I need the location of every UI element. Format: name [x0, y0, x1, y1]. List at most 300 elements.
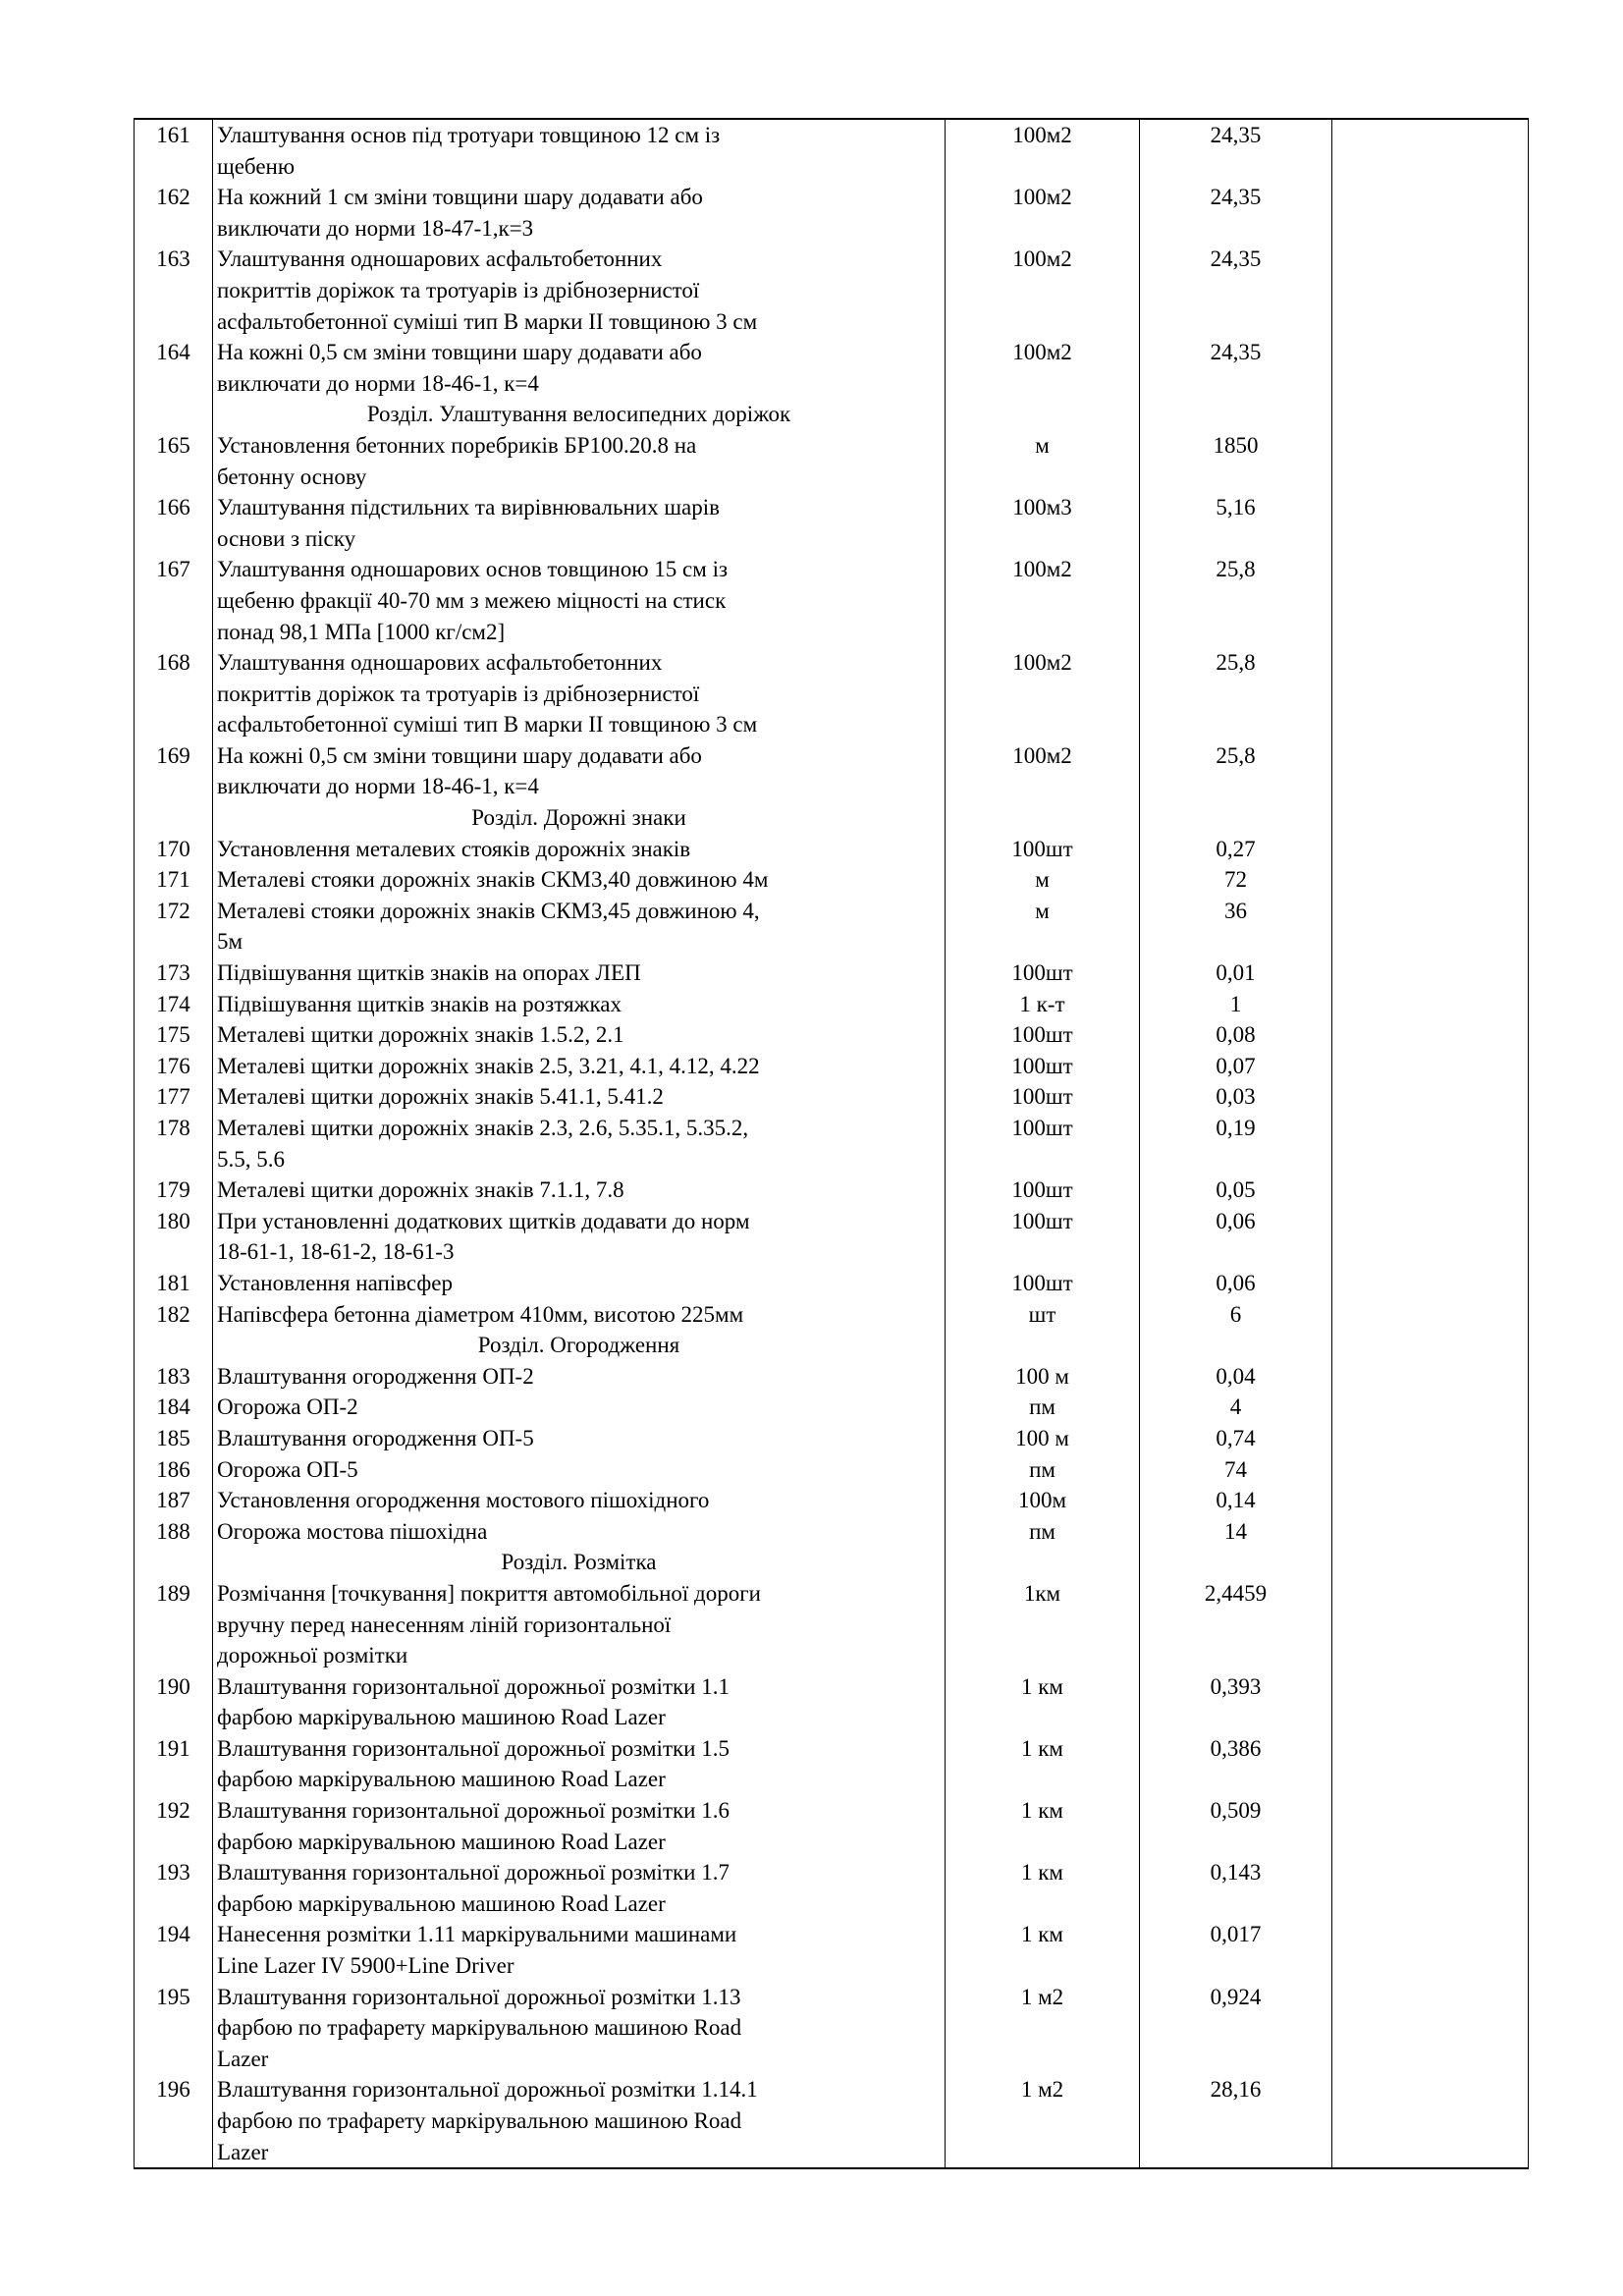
section-row: [135, 1547, 1529, 1578]
description-line: Влаштування горизонтальної дорожньої розмітки 1.14.1: [217, 2077, 758, 2103]
work-description: [213, 834, 946, 865]
work-description: [213, 989, 946, 1020]
table-row: [135, 1671, 1529, 1733]
description-line: Металеві щитки дорожніх знаків 2.3, 2.6, 5.35.1, 5.35.2,: [217, 1116, 749, 1140]
quantity: 0,05: [1140, 1175, 1332, 1206]
unit-of-measure: 100м2: [946, 740, 1140, 802]
table-row: [135, 1113, 1529, 1175]
quantity: 24,35: [1140, 119, 1332, 182]
table-row: [135, 1019, 1529, 1051]
description-line: Огорожа ОП-5: [217, 1456, 358, 1482]
section-title: Розділ. Улаштування велосипедних доріжок: [213, 399, 946, 430]
table-row: [135, 244, 1529, 337]
work-description: [213, 1175, 946, 1206]
description-line: На кожні 0,5 см зміни товщини шару додавати або: [217, 742, 702, 768]
row-number: 191: [135, 1733, 213, 1795]
work-description: [213, 740, 946, 802]
description-line: На кожні 0,5 см зміни товщини шару додавати або: [217, 340, 702, 365]
description-line: Металеві щитки дорожніх знаків 2.5, 3.21, 4.1, 4.12, 4.22: [217, 1053, 760, 1078]
extra-cell: [1332, 492, 1529, 554]
table-row: [135, 492, 1529, 554]
quantity: 0,393: [1140, 1671, 1332, 1733]
description-line: виключати до норми 18-46-1, к=4: [217, 774, 539, 799]
extra-cell: [1332, 182, 1529, 244]
extra-cell: [1332, 1485, 1529, 1516]
description-line: фарбою по трафарету маркірувальною машиною Road: [217, 2015, 742, 2041]
quantity: 24,35: [1140, 182, 1332, 244]
description-line: Нанесення розмітки 1.11 маркірувальними машинами: [217, 1922, 737, 1947]
extra-cell: [1332, 1795, 1529, 1857]
bill-of-quantities-table: [134, 118, 1529, 2169]
work-description: [213, 554, 946, 647]
table-row: [135, 1175, 1529, 1206]
quantity: 28,16: [1140, 2074, 1332, 2168]
unit-of-measure: м: [946, 430, 1140, 492]
work-description: [213, 1671, 946, 1733]
description-line: Улаштування одношарових основ товщиною 15 см із: [217, 557, 729, 582]
quantity: 0,143: [1140, 1857, 1332, 1919]
description-line: Улаштування основ під тротуари товщиною 12 см із: [217, 123, 721, 147]
extra-cell: [1332, 1268, 1529, 1299]
quantity: 24,35: [1140, 244, 1332, 337]
description-line: Металеві щитки дорожніх знаків 7.1.1, 7.8: [217, 1177, 624, 1203]
description-line: фарбою маркірувальною машиною Road Lazer: [217, 1705, 666, 1730]
table-row: [135, 1454, 1529, 1486]
extra-cell: [1332, 430, 1529, 492]
description-line: 5.5, 5.6: [217, 1146, 285, 1172]
unit-of-measure: 100шт: [946, 1081, 1140, 1113]
description-line: Улаштування одношарових асфальтобетонних: [217, 650, 663, 676]
work-description: [213, 1733, 946, 1795]
work-description: [213, 244, 946, 337]
work-description: [213, 896, 946, 957]
table-row: [135, 896, 1529, 957]
extra-cell: [1332, 1423, 1529, 1454]
section-title: Розділ. Дорожні знаки: [213, 802, 946, 834]
unit-of-measure: 100м2: [946, 554, 1140, 647]
description-line: Розмічання [точкування] покриття автомобільної дороги: [217, 1580, 761, 1606]
table-row: [135, 1578, 1529, 1671]
row-number: 186: [135, 1454, 213, 1486]
unit-of-measure: 100 м: [946, 1361, 1140, 1393]
quantity: 0,924: [1140, 1982, 1332, 2075]
quantity: 25,8: [1140, 554, 1332, 647]
description-line: 18-61-1, 18-61-2, 18-61-3: [217, 1239, 455, 1265]
extra-cell: [1332, 1051, 1529, 1082]
table-row: [135, 182, 1529, 244]
work-description: [213, 1081, 946, 1113]
section-title: Розділ. Розмітка: [213, 1547, 946, 1578]
table-row: [135, 834, 1529, 865]
description-line: асфальтобетонної суміші тип В марки ІІ товщиною 3 см: [217, 712, 758, 738]
unit-of-measure: 1 к-т: [946, 989, 1140, 1020]
extra-cell: [1332, 1547, 1529, 1578]
table-row: [135, 1206, 1529, 1268]
row-number: 172: [135, 896, 213, 957]
extra-cell: [1332, 1113, 1529, 1175]
work-description: [213, 1982, 946, 2075]
extra-cell: [1332, 1733, 1529, 1795]
unit-of-measure: 1 км: [946, 1733, 1140, 1795]
unit-of-measure: 1 км: [946, 1919, 1140, 1981]
work-description: [213, 1454, 946, 1486]
description-line: Підвішування щитків знаків на опорах ЛЕП: [217, 960, 641, 986]
description-line: Напівсфера бетонна діаметром 410мм, висотою 225мм: [217, 1301, 744, 1327]
extra-cell: [1332, 647, 1529, 740]
description-line: вручну перед нанесенням ліній горизонтальної: [217, 1612, 672, 1637]
description-line: виключати до норми 18-46-1, к=4: [217, 370, 539, 396]
row-number: 163: [135, 244, 213, 337]
description-line: Установлення металевих стояків дорожніх знаків: [217, 836, 691, 861]
extra-cell: [1332, 864, 1529, 896]
quantity: 36: [1140, 896, 1332, 957]
table-row: [135, 554, 1529, 647]
row-number: 184: [135, 1392, 213, 1423]
work-description: [213, 1578, 946, 1671]
description-line: щебеню: [217, 153, 296, 179]
row-number: 169: [135, 740, 213, 802]
unit-of-measure: 100шт: [946, 1051, 1140, 1082]
quantity: 5,16: [1140, 492, 1332, 554]
row-number: 179: [135, 1175, 213, 1206]
description-line: Влаштування огородження ОП-5: [217, 1425, 534, 1450]
unit-of-measure: 100м2: [946, 244, 1140, 337]
bill-of-quantities-sheet: [134, 118, 1528, 2194]
extra-cell: [1332, 1081, 1529, 1113]
row-number: 196: [135, 2074, 213, 2168]
extra-cell: [1332, 1019, 1529, 1051]
table-row: [135, 1051, 1529, 1082]
table-row: [135, 957, 1529, 989]
row-number: 193: [135, 1857, 213, 1919]
quantity: 0,06: [1140, 1206, 1332, 1268]
table-row: [135, 1392, 1529, 1423]
description-line: Металеві стояки дорожніх знаків СКМ3,40 довжиною 4м: [217, 867, 769, 893]
unit-of-measure: 100м2: [946, 182, 1140, 244]
extra-cell: [1332, 554, 1529, 647]
work-description: [213, 430, 946, 492]
row-number: 175: [135, 1019, 213, 1051]
work-description: [213, 1919, 946, 1981]
extra-cell: [1332, 740, 1529, 802]
quantity: 0,14: [1140, 1485, 1332, 1516]
quantity: 25,8: [1140, 647, 1332, 740]
quantity: 25,8: [1140, 740, 1332, 802]
row-number: 162: [135, 182, 213, 244]
quantity: 6: [1140, 1299, 1332, 1331]
row-number: 161: [135, 119, 213, 182]
description-line: Улаштування одношарових асфальтобетонних: [217, 246, 663, 272]
description-line: Влаштування огородження ОП-2: [217, 1363, 534, 1389]
unit-of-measure: 100м2: [946, 119, 1140, 182]
description-line: На кожний 1 см зміни товщини шару додавати або: [217, 185, 703, 210]
table-row: [135, 1361, 1529, 1393]
quantity-cell: [1140, 802, 1332, 834]
unit-of-measure: 100м2: [946, 647, 1140, 740]
table-row: [135, 337, 1529, 399]
quantity: 0,509: [1140, 1795, 1332, 1857]
unit-of-measure: 100 м: [946, 1423, 1140, 1454]
extra-cell: [1332, 1982, 1529, 2075]
unit-of-measure: 100шт: [946, 957, 1140, 989]
quantity: 0,017: [1140, 1919, 1332, 1981]
table-row: [135, 1795, 1529, 1857]
extra-cell: [1332, 989, 1529, 1020]
description-line: бетонну основу: [217, 464, 367, 489]
description-line: понад 98,1 МПа [1000 кг/см2]: [217, 619, 506, 644]
section-title: Розділ. Огородження: [213, 1330, 946, 1361]
work-description: [213, 337, 946, 399]
row-number: 183: [135, 1361, 213, 1393]
description-line: Влаштування горизонтальної дорожньої розмітки 1.6: [217, 1798, 730, 1824]
table-row: [135, 1733, 1529, 1795]
section-row: [135, 399, 1529, 430]
work-description: [213, 1392, 946, 1423]
quantity: 0,19: [1140, 1113, 1332, 1175]
work-description: [213, 1299, 946, 1331]
work-description: [213, 1516, 946, 1548]
extra-cell: [1332, 1516, 1529, 1548]
description-line: Установлення огородження мостового пішохідного: [217, 1488, 710, 1513]
quantity: 14: [1140, 1516, 1332, 1548]
row-number: 176: [135, 1051, 213, 1082]
description-line: 5м: [217, 929, 243, 955]
quantity: 74: [1140, 1454, 1332, 1486]
table-row: [135, 1919, 1529, 1981]
extra-cell: [1332, 834, 1529, 865]
table-row: [135, 864, 1529, 896]
row-number: 167: [135, 554, 213, 647]
work-description: [213, 957, 946, 989]
description-line: фарбою маркірувальною машиною Road Lazer: [217, 1890, 666, 1916]
extra-cell: [1332, 119, 1529, 182]
unit-of-measure: 100м: [946, 1485, 1140, 1516]
extra-cell: [1332, 1206, 1529, 1268]
quantity: 0,04: [1140, 1361, 1332, 1393]
table-row: [135, 1299, 1529, 1331]
description-line: Металеві щитки дорожніх знаків 1.5.2, 2.1: [217, 1022, 624, 1048]
unit-of-measure: пм: [946, 1392, 1140, 1423]
description-line: фарбою по трафарету маркірувальною машиною Road: [217, 2108, 742, 2133]
row-number: 187: [135, 1485, 213, 1516]
description-line: фарбою маркірувальною машиною Road Lazer: [217, 1829, 666, 1854]
row-number-cell: [135, 1547, 213, 1578]
extra-cell: [1332, 244, 1529, 337]
description-line: фарбою маркірувальною машиною Road Lazer: [217, 1767, 666, 1792]
quantity: 0,03: [1140, 1081, 1332, 1113]
work-description: [213, 1857, 946, 1919]
description-line: покриттів доріжок та тротуарів із дрібнозернистої: [217, 277, 700, 302]
section-row: [135, 802, 1529, 834]
unit-cell: [946, 399, 1140, 430]
table-row: [135, 989, 1529, 1020]
unit-of-measure: пм: [946, 1454, 1140, 1486]
unit-of-measure: 100шт: [946, 834, 1140, 865]
extra-cell: [1332, 1454, 1529, 1486]
quantity: 1850: [1140, 430, 1332, 492]
unit-of-measure: 100м3: [946, 492, 1140, 554]
extra-cell: [1332, 896, 1529, 957]
extra-cell: [1332, 802, 1529, 834]
table-body: [135, 119, 1529, 2168]
row-number-cell: [135, 399, 213, 430]
row-number: 192: [135, 1795, 213, 1857]
quantity: 0,08: [1140, 1019, 1332, 1051]
row-number-cell: [135, 802, 213, 834]
description-line: Підвішування щитків знаків на розтяжках: [217, 991, 622, 1016]
table-row: [135, 1081, 1529, 1113]
quantity-cell: [1140, 1330, 1332, 1361]
table-row: [135, 1516, 1529, 1548]
table-row: [135, 1485, 1529, 1516]
unit-of-measure: 1 м2: [946, 2074, 1140, 2168]
quantity: 0,27: [1140, 834, 1332, 865]
description-line: Улаштування підстильних та вирівнювальних шарів: [217, 495, 721, 520]
unit-of-measure: пм: [946, 1516, 1140, 1548]
row-number: 189: [135, 1578, 213, 1671]
description-line: Металеві щитки дорожніх знаків 5.41.1, 5.41.2: [217, 1084, 664, 1110]
table-row: [135, 119, 1529, 182]
unit-of-measure: 1 км: [946, 1857, 1140, 1919]
unit-cell: [946, 802, 1140, 834]
extra-cell: [1332, 1361, 1529, 1393]
quantity: 4: [1140, 1392, 1332, 1423]
unit-of-measure: 100шт: [946, 1268, 1140, 1299]
description-line: Влаштування горизонтальної дорожньої розмітки 1.5: [217, 1735, 730, 1761]
extra-cell: [1332, 1175, 1529, 1206]
description-line: дорожньої розмітки: [217, 1643, 408, 1668]
extra-cell: [1332, 1857, 1529, 1919]
work-description: [213, 1485, 946, 1516]
quantity: 0,74: [1140, 1423, 1332, 1454]
work-description: [213, 1268, 946, 1299]
unit-of-measure: шт: [946, 1299, 1140, 1331]
row-number: 177: [135, 1081, 213, 1113]
row-number: 174: [135, 989, 213, 1020]
row-number: 190: [135, 1671, 213, 1733]
unit-of-measure: 1 км: [946, 1671, 1140, 1733]
unit-of-measure: м: [946, 864, 1140, 896]
table-row: [135, 1982, 1529, 2075]
work-description: [213, 2074, 946, 2168]
unit-of-measure: 1 км: [946, 1795, 1140, 1857]
row-number: 171: [135, 864, 213, 896]
row-number: 178: [135, 1113, 213, 1175]
unit-of-measure: м: [946, 896, 1140, 957]
section-row: [135, 1330, 1529, 1361]
row-number-cell: [135, 1330, 213, 1361]
row-number: 164: [135, 337, 213, 399]
description-line: Металеві стояки дорожніх знаків СКМ3,45 довжиною 4,: [217, 898, 760, 923]
unit-cell: [946, 1330, 1140, 1361]
extra-cell: [1332, 1299, 1529, 1331]
unit-of-measure: 100м2: [946, 337, 1140, 399]
description-line: Lazer: [217, 2139, 269, 2164]
extra-cell: [1332, 957, 1529, 989]
quantity: 24,35: [1140, 337, 1332, 399]
work-description: [213, 1019, 946, 1051]
unit-cell: [946, 1547, 1140, 1578]
row-number: 194: [135, 1919, 213, 1981]
table-row: [135, 1857, 1529, 1919]
extra-cell: [1332, 337, 1529, 399]
quantity: 0,07: [1140, 1051, 1332, 1082]
description-line: Влаштування горизонтальної дорожньої розмітки 1.7: [217, 1860, 730, 1886]
row-number: 195: [135, 1982, 213, 2075]
row-number: 166: [135, 492, 213, 554]
quantity: 0,01: [1140, 957, 1332, 989]
description-line: Lazer: [217, 2046, 269, 2071]
row-number: 185: [135, 1423, 213, 1454]
quantity: 0,06: [1140, 1268, 1332, 1299]
description-line: Line Lazer IV 5900+Line Driver: [217, 1953, 514, 1979]
description-line: Установлення бетонних поребриків БР100.20.8 на: [217, 432, 697, 458]
quantity-cell: [1140, 399, 1332, 430]
description-line: Установлення напівсфер: [217, 1270, 454, 1295]
work-description: [213, 1361, 946, 1393]
unit-of-measure: 1 м2: [946, 1982, 1140, 2075]
extra-cell: [1332, 399, 1529, 430]
work-description: [213, 1113, 946, 1175]
description-line: щебеню фракції 40-70 мм з межею міцності на стиск: [217, 587, 727, 613]
work-description: [213, 1206, 946, 1268]
extra-cell: [1332, 1919, 1529, 1981]
quantity: 2,4459: [1140, 1578, 1332, 1671]
description-line: Огорожа ОП-2: [217, 1394, 358, 1420]
description-line: Влаштування горизонтальної дорожньої розмітки 1.1: [217, 1673, 730, 1699]
description-line: асфальтобетонної суміші тип В марки ІІ товщиною 3 см: [217, 308, 758, 334]
row-number: 180: [135, 1206, 213, 1268]
quantity: 0,386: [1140, 1733, 1332, 1795]
row-number: 170: [135, 834, 213, 865]
unit-of-measure: 100шт: [946, 1113, 1140, 1175]
extra-cell: [1332, 2074, 1529, 2168]
unit-of-measure: 100шт: [946, 1206, 1140, 1268]
description-line: При установленні додаткових щитків додавати до норм: [217, 1208, 750, 1233]
work-description: [213, 182, 946, 244]
row-number: 181: [135, 1268, 213, 1299]
table-row: [135, 1423, 1529, 1454]
table-row: [135, 1268, 1529, 1299]
work-description: [213, 647, 946, 740]
description-line: Влаштування горизонтальної дорожньої розмітки 1.13: [217, 1984, 741, 2009]
description-line: основи з піску: [217, 525, 356, 551]
description-line: покриттів доріжок та тротуарів із дрібнозернистої: [217, 681, 700, 706]
description-line: виключати до норми 18-47-1,к=3: [217, 215, 534, 241]
extra-cell: [1332, 1578, 1529, 1671]
work-description: [213, 1051, 946, 1082]
table-row: [135, 2074, 1529, 2168]
extra-cell: [1332, 1671, 1529, 1733]
table-row: [135, 647, 1529, 740]
row-number: 168: [135, 647, 213, 740]
unit-of-measure: 100шт: [946, 1019, 1140, 1051]
quantity: 72: [1140, 864, 1332, 896]
extra-cell: [1332, 1330, 1529, 1361]
unit-of-measure: 1км: [946, 1578, 1140, 1671]
extra-cell: [1332, 1392, 1529, 1423]
quantity: 1: [1140, 989, 1332, 1020]
work-description: [213, 119, 946, 182]
work-description: [213, 864, 946, 896]
row-number: 182: [135, 1299, 213, 1331]
row-number: 165: [135, 430, 213, 492]
work-description: [213, 1795, 946, 1857]
work-description: [213, 492, 946, 554]
table-row: [135, 430, 1529, 492]
unit-of-measure: 100шт: [946, 1175, 1140, 1206]
table-row: [135, 740, 1529, 802]
